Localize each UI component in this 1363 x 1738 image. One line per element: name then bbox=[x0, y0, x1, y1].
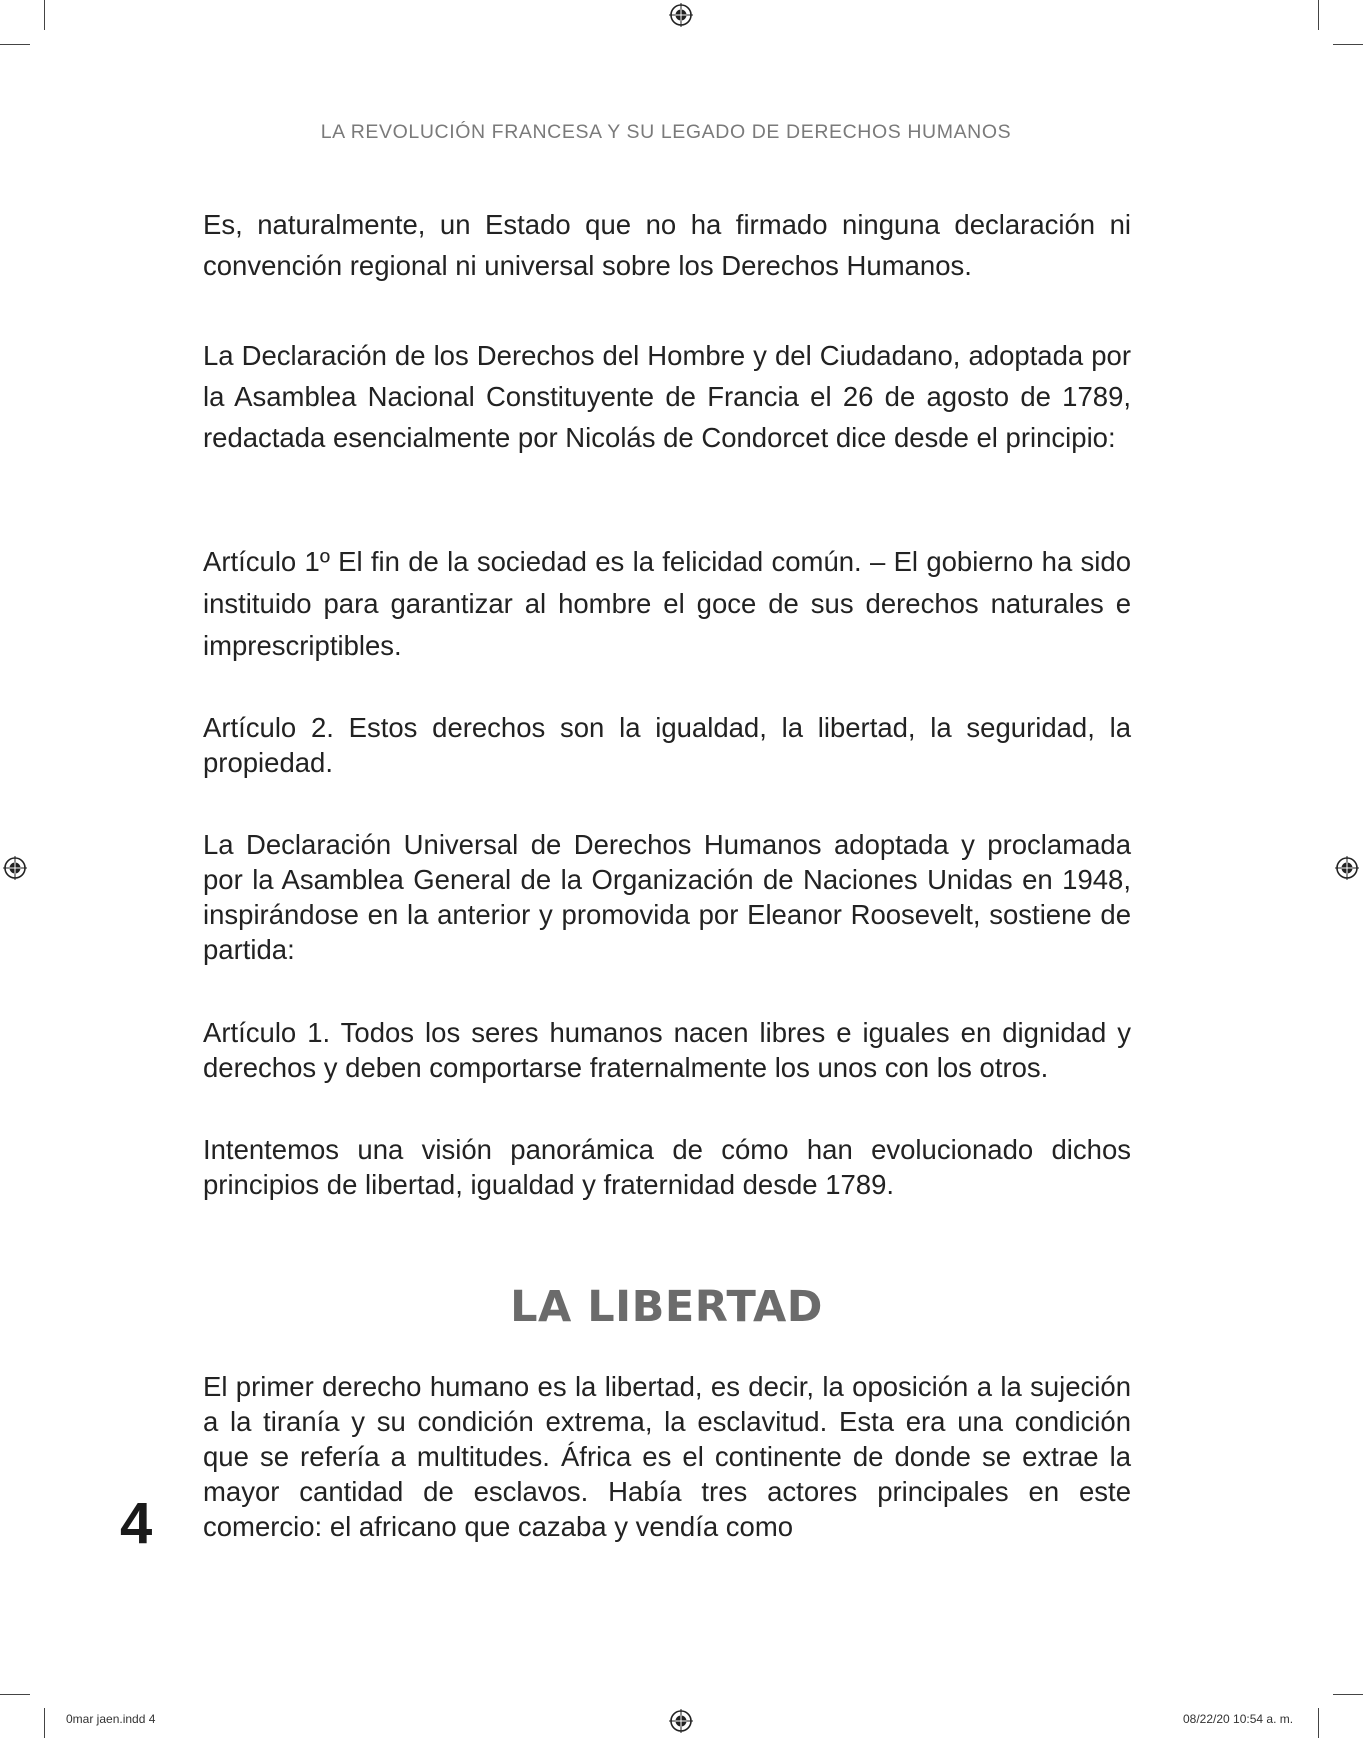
paragraph-text: El primer derecho humano es la libertad, es decir, la oposición a la sujeción a la tiranía y su condición extrema, la esclavitud. Esta era una condición que se refería a multitudes. África es el continente de donde se extrae la mayor cantidad de esclavos. Había tres actores principales en este comercio: el africano que cazaba y vendía como bbox=[203, 1371, 1131, 1542]
paragraph bbox=[203, 1369, 1131, 1544]
section-title: LA LIBERTAD bbox=[510, 1282, 823, 1332]
page-number: 4 bbox=[120, 1491, 153, 1556]
paragraph bbox=[203, 1015, 1131, 1085]
crop-mark-bottom-right-vertical bbox=[1318, 1708, 1319, 1738]
crop-mark-bottom-right-horizontal bbox=[1333, 1694, 1363, 1695]
paragraph-text: Artículo 1º El fin de la sociedad es la felicidad común. – El gobierno ha sido instituido para garantizar al hombre el goce de sus derechos naturales e imprescriptibles. bbox=[203, 546, 1131, 661]
registration-crosshair-icon bbox=[669, 3, 693, 27]
registration-crosshair-icon bbox=[3, 856, 27, 880]
paragraph-text: La Declaración de los Derechos del Hombre y del Ciudadano, adoptada por la Asamblea Nacional Constituyente de Francia el 26 de agosto de 1789, redactada esencialmente por Nicolás de Condorcet dice desde el principio: bbox=[203, 340, 1131, 453]
crop-mark-top-left-vertical bbox=[44, 0, 45, 30]
crop-mark-top-right-horizontal bbox=[1333, 44, 1363, 45]
paragraph bbox=[203, 335, 1131, 458]
paragraph bbox=[203, 541, 1131, 667]
paragraph-text: Artículo 2. Estos derechos son la igualdad, la libertad, la seguridad, la propiedad. bbox=[203, 712, 1131, 778]
registration-crosshair-icon bbox=[669, 1709, 693, 1733]
registration-crosshair-icon bbox=[1335, 856, 1359, 880]
paragraph bbox=[203, 204, 1131, 286]
slug-file: 0mar jaen.indd 4 bbox=[66, 1712, 156, 1726]
crop-mark-top-right-vertical bbox=[1318, 0, 1319, 30]
slug-date: 08/22/20 10:54 a. m. bbox=[1183, 1712, 1294, 1726]
paragraph-text: Es, naturalmente, un Estado que no ha firmado ninguna declaración ni convención regional ni universal sobre los Derechos Humanos. bbox=[203, 209, 1131, 281]
running-head: LA REVOLUCIÓN FRANCESA Y SU LEGADO DE DERECHOS HUMANOS bbox=[320, 121, 1012, 143]
crop-mark-top-left-horizontal bbox=[0, 44, 30, 45]
paragraph bbox=[203, 1132, 1131, 1202]
paragraph bbox=[203, 710, 1131, 780]
crop-mark-bottom-left-vertical bbox=[44, 1708, 45, 1738]
paragraph-text: Intentemos una visión panorámica de cómo han evolucionado dichos principios de libertad, igualdad y fraternidad desde 1789. bbox=[203, 1134, 1131, 1200]
crop-mark-bottom-left-horizontal bbox=[0, 1694, 30, 1695]
paragraph bbox=[203, 827, 1131, 967]
paragraph-text: La Declaración Universal de Derechos Humanos adoptada y proclamada por la Asamblea General de la Organización de Naciones Unidas en 1948, inspirándose en la anterior y promovida por Eleanor Roosevelt, sostiene de partida: bbox=[203, 829, 1131, 965]
paragraph-text: Artículo 1. Todos los seres humanos nacen libres e iguales en dignidad y derechos y deben comportarse fraternalmente los unos con los otros. bbox=[203, 1017, 1131, 1083]
